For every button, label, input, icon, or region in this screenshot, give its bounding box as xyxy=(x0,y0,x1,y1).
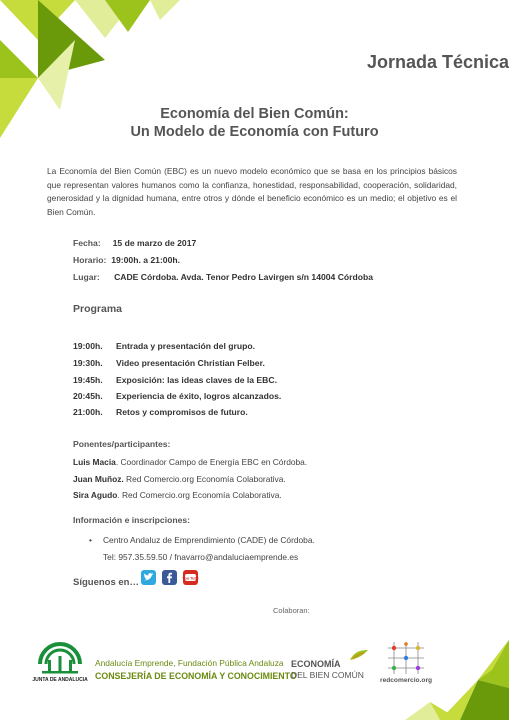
ebc-logo-line2: DEL BIEN COMÚN xyxy=(291,670,364,680)
programa-heading: Programa xyxy=(73,303,123,315)
twitter-icon[interactable] xyxy=(141,570,156,585)
horario-row xyxy=(73,255,180,265)
centro-bullet-item: • Centro Andaluz de Emprendimiento (CADE) de Córdoba. xyxy=(89,535,315,545)
lugar-value: CADE Córdoba. Avda. Tenor Pedro Lavirgen s/n 14004 Córdoba xyxy=(114,272,374,282)
consejeria-text: CONSEJERÍA DE ECONOMÍA Y CONOCIMIENTO xyxy=(95,671,297,681)
lugar-label: Lugar: xyxy=(73,272,100,282)
lugar-row xyxy=(73,272,373,282)
horario-value: 19:00h. a 21:00h. xyxy=(111,255,181,265)
programa-item: 20:45h. Experiencia de éxito, logros alcanzados. xyxy=(73,391,282,401)
ponente-item: Luis Macia. Coordinador Campo de Energía EBC en Córdoba. xyxy=(73,457,308,467)
ponente-item: Juan Muñoz. Red Comercio.org Economía Colaborativa. xyxy=(73,474,286,484)
andalucia-emprende-text: Andalucía Emprende, Fundación Pública Andaluza xyxy=(95,658,284,668)
decorative-triangles-bottom xyxy=(400,640,509,720)
contact-telephone-email: Tel: 957.35.59.50 / fnavarro@andaluciaemprende.es xyxy=(103,552,299,562)
inscripciones-heading: Información e inscripciones: xyxy=(73,515,190,525)
fecha-row xyxy=(73,238,196,248)
junta-andalucia-logo xyxy=(34,642,86,684)
page-title: Jornada Técnica xyxy=(366,52,509,72)
fecha-value: 15 de marzo de 2017 xyxy=(112,238,197,248)
facebook-icon[interactable] xyxy=(162,570,177,585)
programa-item: 19:45h. Exposición: las ideas claves de la EBC. xyxy=(73,375,277,385)
subtitle-line-2: Un Modelo de Economía con Futuro xyxy=(130,124,379,140)
programa-item: 19:30h. Video presentación Christian Felber. xyxy=(73,358,265,368)
programa-item: 19:00h. Entrada y presentación del grupo. xyxy=(73,341,255,351)
intro-paragraph: La Economía del Bien Común (EBC) es un nuevo modelo económico que se basa en los principios básicos que representan valores humanos como la confianza, honestidad, responsabilidad, cooperación, solidaridad, generosidad y la dignidad humana, entre otros y dónde el beneficio económico es un medio; el objetivo es el Bien Común. xyxy=(47,166,457,217)
siguenos-label: Síguenos en… xyxy=(73,577,139,588)
fecha-label: Fecha: xyxy=(73,238,101,248)
svg-text:You Tube: You Tube xyxy=(182,576,199,581)
redcomercio-text: redcomercio.org xyxy=(380,677,433,684)
horario-label: Horario: xyxy=(73,255,107,265)
subtitle-line-1: Economía del Bien Común: xyxy=(160,106,349,122)
svg-text:JUNTA DE ANDALUCIA: JUNTA DE ANDALUCIA xyxy=(32,677,88,683)
ponentes-heading: Ponentes/participantes: xyxy=(73,439,171,449)
ebc-logo-line1: ECONOMÍA xyxy=(291,659,341,669)
youtube-icon[interactable] xyxy=(183,570,198,585)
ponente-item: Sira Agudo. Red Comercio.org Economía Colaborativa. xyxy=(73,490,282,500)
programa-item: 21:00h. Retos y compromisos de futuro. xyxy=(73,407,248,417)
ebc-leaf-icon xyxy=(348,648,370,662)
colaboran-label: Colaboran: xyxy=(273,606,310,615)
